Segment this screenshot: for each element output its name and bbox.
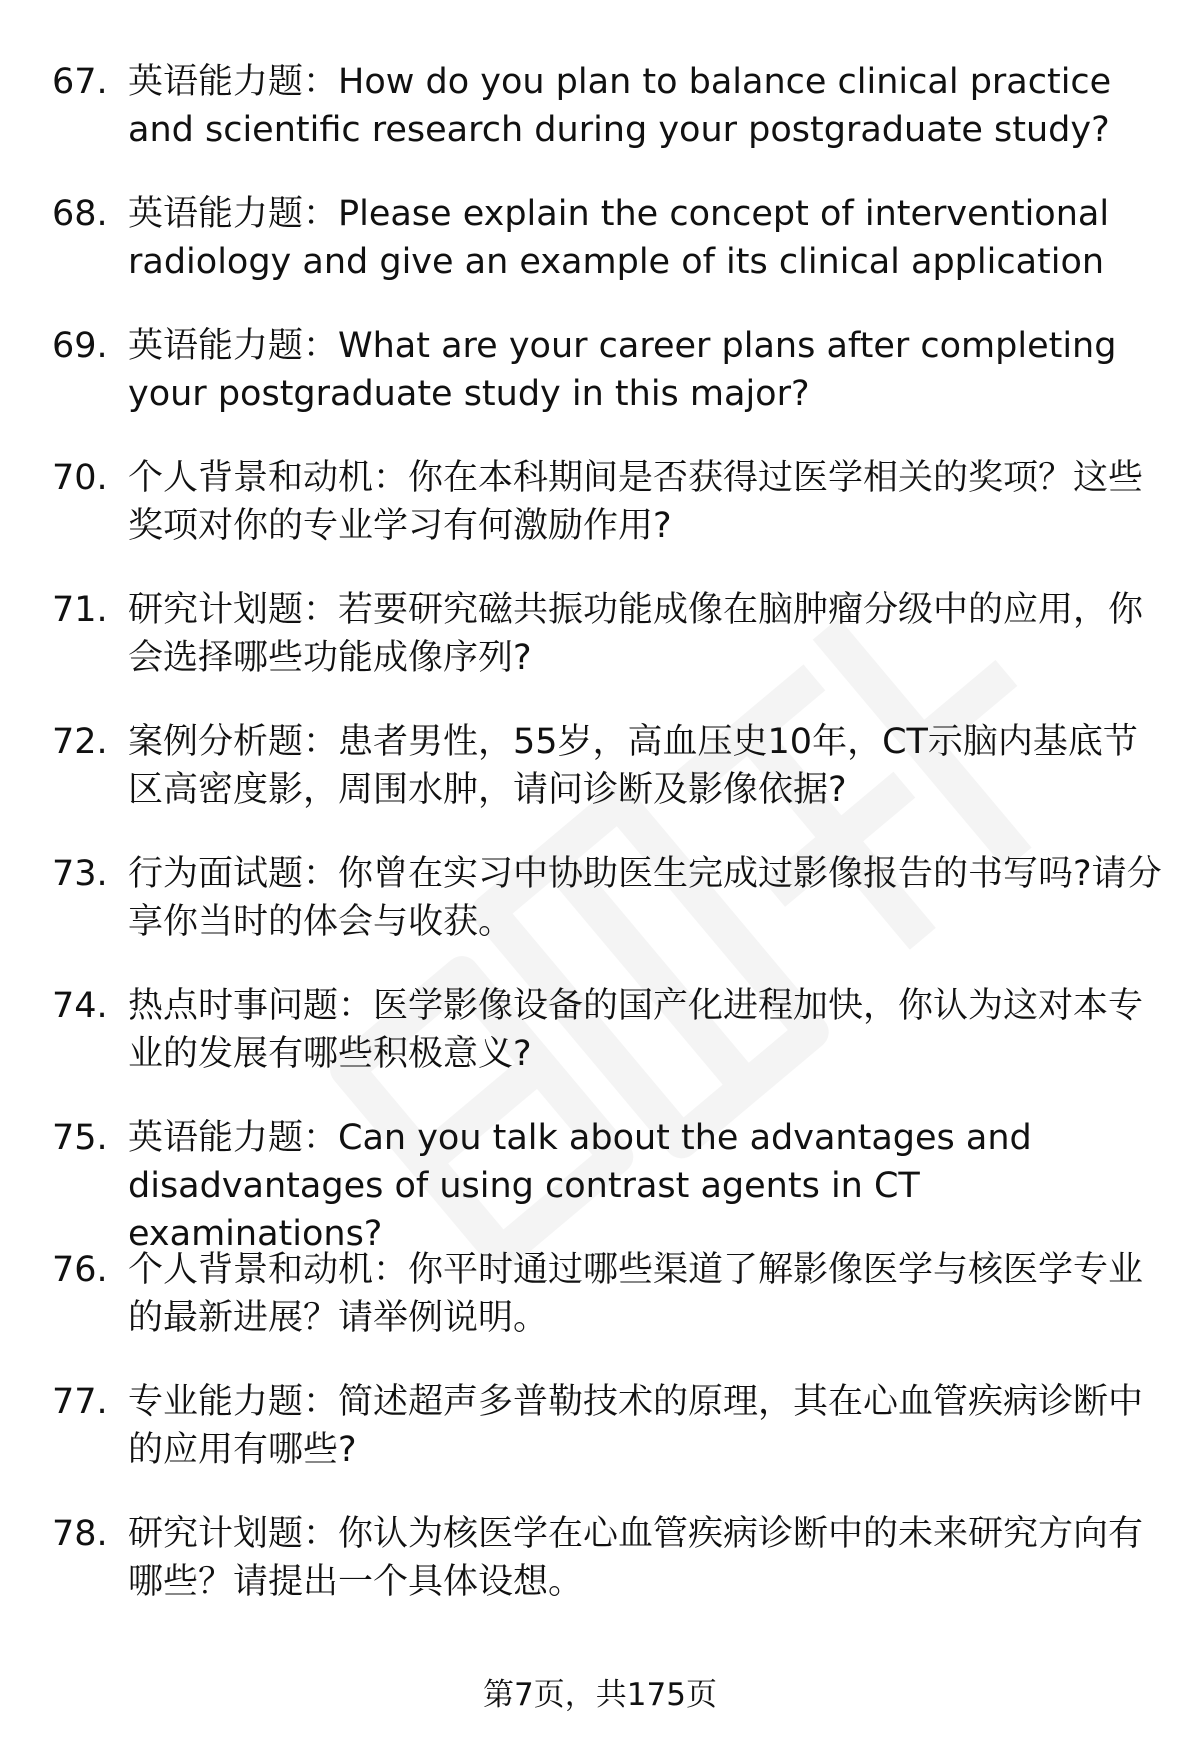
question-item-69 [52,322,1162,418]
question-number: 72. [52,722,108,762]
question-number: 71. [52,590,108,630]
page-indicator: 第7页，共175页 [483,1677,717,1713]
question-text: 行为面试题：你曾在实习中协助医生完成过影像报告的书写吗?请分享你当时的体会与收获。 [128,854,1162,942]
question-text: 英语能力题：Can you talk about the advantages and disadvantages of using contrast agents in CT examinations? [128,1118,1032,1254]
question-number: 75. [52,1118,108,1158]
question-number: 78. [52,1514,108,1554]
question-number: 73. [52,854,108,894]
question-item-67 [52,58,1162,154]
question-text: 案例分析题：患者男性，55岁，高血压史10年，CT示脑内基底节区高密度影，周围水肿，请问诊断及影像依据? [128,722,1138,810]
question-number: 68. [52,194,108,234]
question-item-78 [52,1510,1162,1606]
question-text: 研究计划题：若要研究磁共振功能成像在脑肿瘤分级中的应用，你会选择哪些功能成像序列? [128,590,1144,678]
question-item-77 [52,1378,1162,1474]
question-list [52,58,1162,1642]
question-item-68 [52,190,1162,286]
question-item-75 [52,1114,1162,1254]
question-number: 70. [52,458,108,498]
question-item-71 [52,586,1162,682]
question-number: 74. [52,986,108,1026]
question-text: 英语能力题：How do you plan to balance clinical practice and scientific research during your postgraduate study? [128,62,1112,150]
question-number: 76. [52,1250,108,1290]
question-text: 研究计划题：你认为核医学在心血管疾病诊断中的未来研究方向有哪些？请提出一个具体设想。 [128,1514,1144,1602]
question-text: 个人背景和动机：你在本科期间是否获得过医学相关的奖项？这些奖项对你的专业学习有何激励作用? [128,458,1144,546]
question-number: 67. [52,62,108,102]
question-item-74 [52,982,1162,1078]
question-item-72 [52,718,1162,814]
question-text: 英语能力题：Please explain the concept of interventional radiology and give an example of its clinical application [128,194,1110,282]
question-item-76 [52,1246,1162,1342]
question-item-73 [52,850,1162,946]
question-number: 77. [52,1382,108,1422]
question-text: 专业能力题：简述超声多普勒技术的原理，其在心血管疾病诊断中的应用有哪些? [128,1382,1144,1470]
question-text: 热点时事问题：医学影像设备的国产化进程加快，你认为这对本专业的发展有哪些积极意义? [128,986,1144,1074]
question-text: 英语能力题：What are your career plans after completing your postgraduate study in this major? [128,326,1117,414]
question-item-70 [52,454,1162,550]
question-number: 69. [52,326,108,366]
question-text: 个人背景和动机：你平时通过哪些渠道了解影像医学与核医学专业的最新进展？请举例说明。 [128,1250,1144,1338]
